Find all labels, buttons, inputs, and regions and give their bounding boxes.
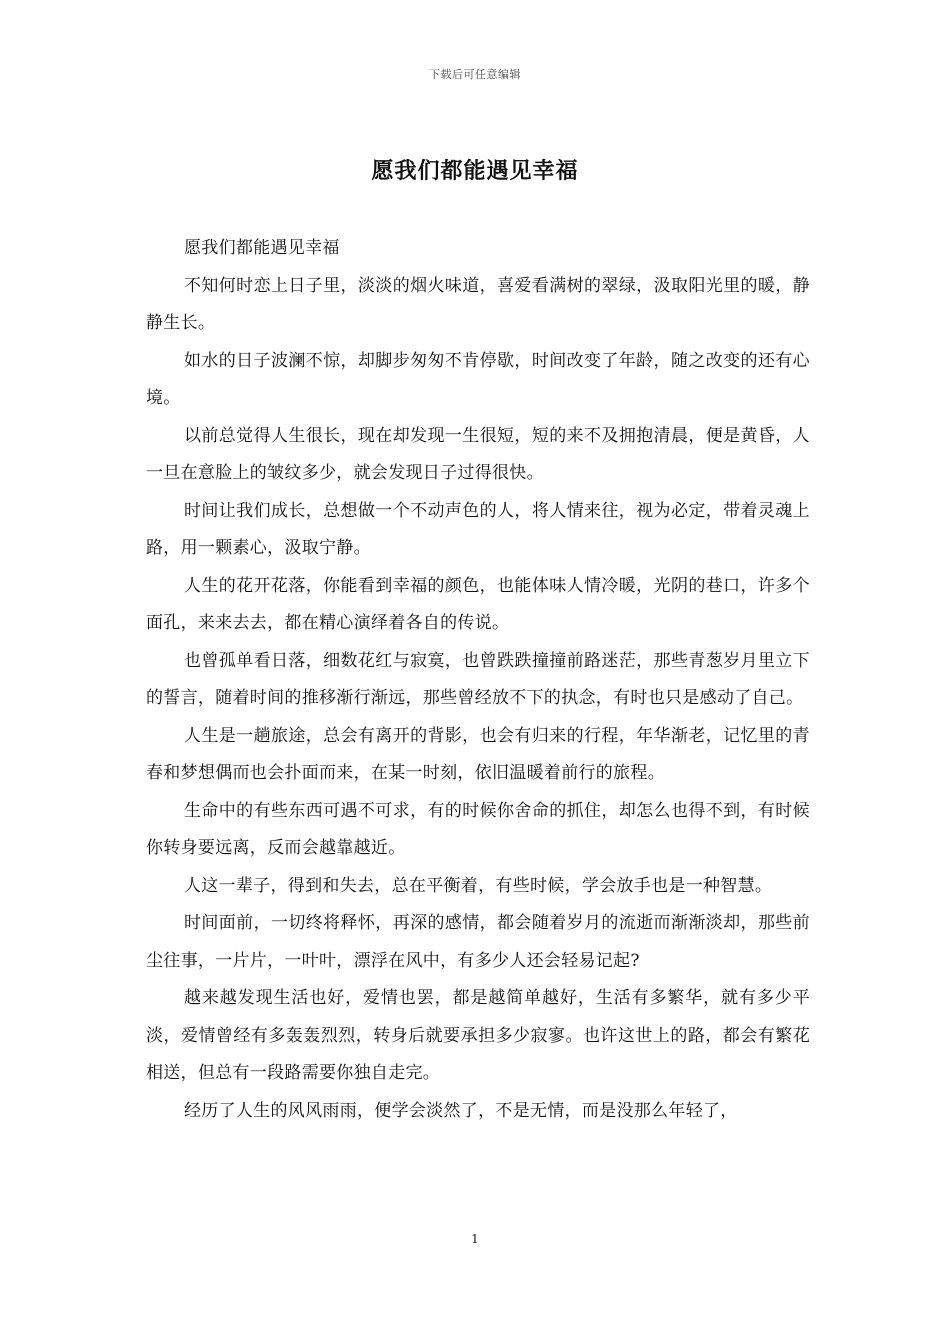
paragraph: 时间面前，一切终将释怀，再深的感情，都会随着岁月的流逝而渐渐淡却，那些前尘往事，一片片，一叶叶，漂浮在风中，有多少人还会轻易记起? xyxy=(146,913,810,971)
paragraph: 生命中的有些东西可遇不可求，有的时候你舍命的抓住，却怎么也得不到，有时候你转身要远离，反而会越靠越近。 xyxy=(146,800,810,858)
page-number: 1 xyxy=(471,1232,479,1246)
paragraph: 如水的日子波澜不惊，却脚步匆匆不肯停歇，时间改变了年龄，随之改变的还有心境。 xyxy=(146,350,810,408)
paragraph: 愿我们都能遇见幸福 xyxy=(184,238,340,258)
header-note: 下载后可任意编辑 xyxy=(429,68,521,81)
paragraph: 越来越发现生活也好，爱情也罢，都是越简单越好，生活有多繁华，就有多少平淡，爱情曾经有多轰轰烈烈，转身后就要承担多少寂寥。也许这世上的路，都会有繁花相送，但总有一段路需要你独自走完。 xyxy=(146,988,810,1083)
paragraph: 人这一辈子，得到和失去，总在平衡着，有些时候，学会放手也是一种智慧。 xyxy=(184,875,773,896)
paragraph: 时间让我们成长，总想做一个不动声色的人，将人情来往，视为必定，带着灵魂上路，用一颗素心，汲取宁静。 xyxy=(146,500,810,558)
paragraph: 人生的花开花落，你能看到幸福的颜色，也能体味人情冷暖，光阴的巷口，许多个面孔，来来去去，都在精心演绎着各自的传说。 xyxy=(146,575,810,633)
paragraph: 也曾孤单看日落，细数花红与寂寞，也曾跌跌撞撞前路迷茫，那些青葱岁月里立下的誓言，随着时间的推移渐行渐远，那些曾经放不下的执念，有时也只是感动了自己。 xyxy=(146,650,810,708)
document-title: 愿我们都能遇见幸福 xyxy=(371,158,579,184)
paragraph: 以前总觉得人生很长，现在却发现一生很短，短的来不及拥抱清晨，便是黄昏，人一旦在意脸上的皱纹多少，就会发现日子过得很快。 xyxy=(146,425,810,483)
document-body xyxy=(146,230,810,1130)
paragraph: 不知何时恋上日子里，淡淡的烟火味道，喜爱看满树的翠绿，汲取阳光里的暖，静静生长。 xyxy=(146,275,810,333)
paragraph: 人生是一趟旅途，总会有离开的背影，也会有归来的行程，年华渐老，记忆里的青春和梦想偶而也会扑面而来，在某一时刻，依旧温暖着前行的旅程。 xyxy=(146,725,810,783)
paragraph: 经历了人生的风风雨雨，便学会淡然了，不是无情，而是没那么年轻了， xyxy=(184,1100,738,1121)
